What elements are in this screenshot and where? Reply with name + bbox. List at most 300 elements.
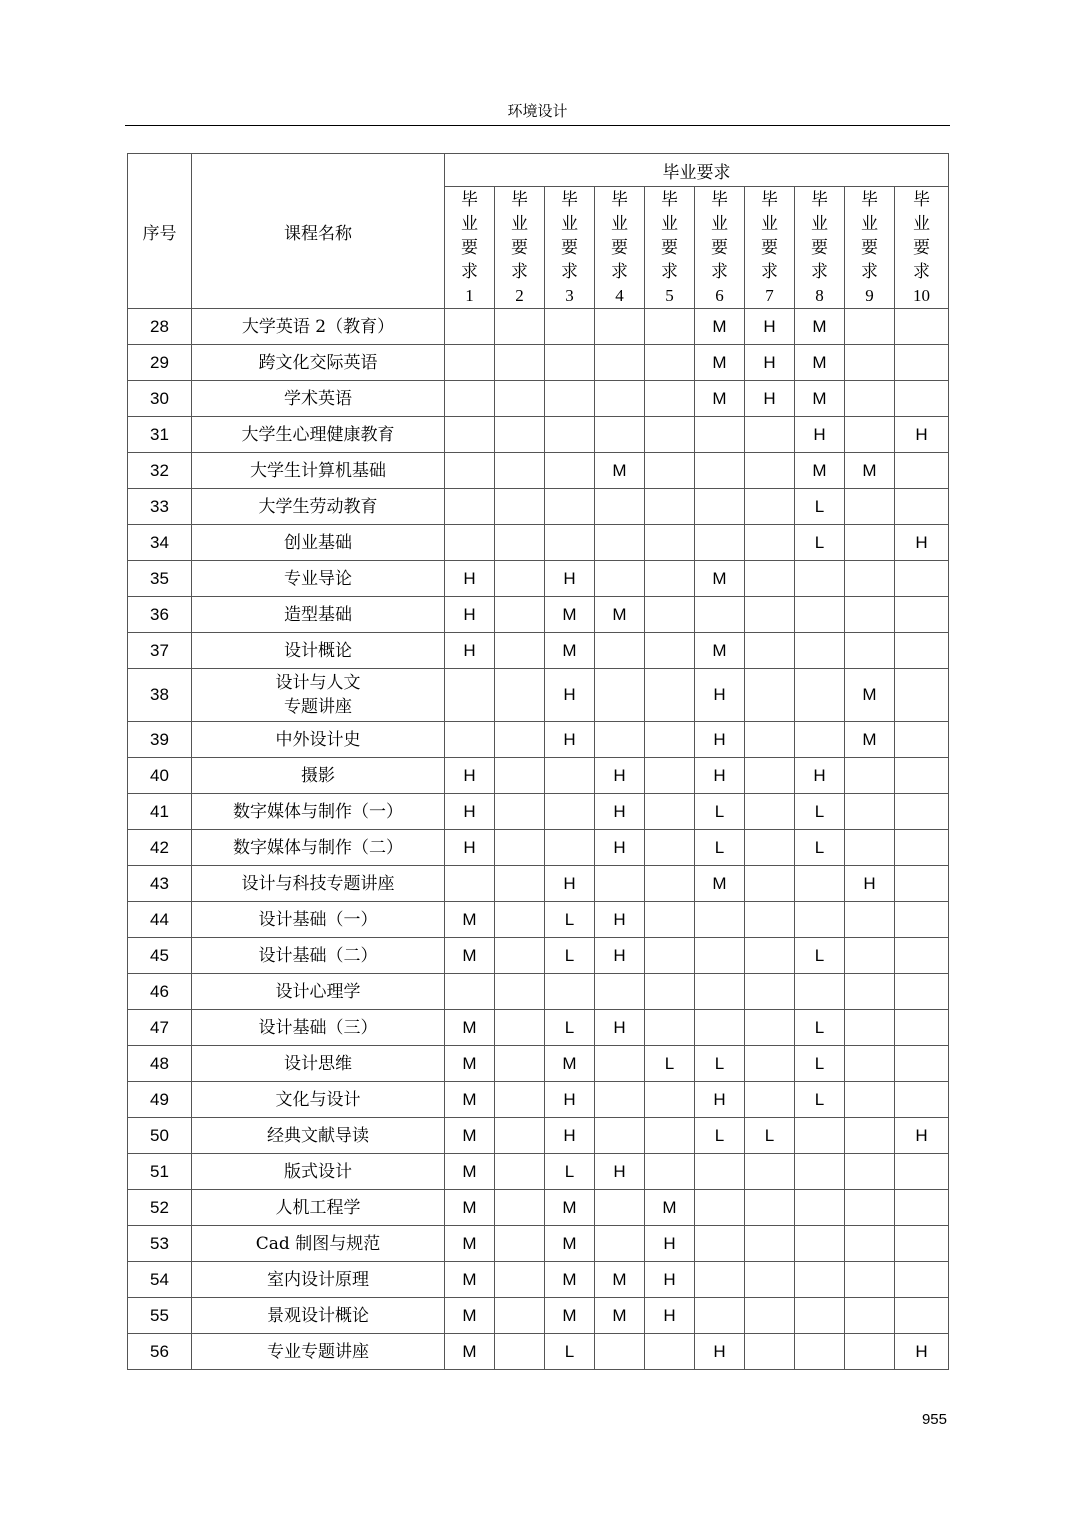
requirement-level-cell — [845, 381, 895, 417]
requirement-level-cell — [895, 1226, 949, 1262]
requirement-level-cell — [745, 1226, 795, 1262]
requirement-label-char: 业 — [913, 213, 931, 234]
column-header-requirement-1 — [445, 187, 495, 309]
requirement-label-char: 要 — [913, 237, 931, 258]
requirement-label-char: 求 — [761, 261, 778, 282]
course-name-cell — [192, 1046, 445, 1082]
requirement-level-cell — [545, 417, 595, 453]
requirement-level-cell — [845, 1226, 895, 1262]
requirement-level-cell: L — [545, 1010, 595, 1046]
requirement-level-cell — [845, 1082, 895, 1118]
requirement-level-cell: M — [445, 902, 495, 938]
requirement-level-cell — [895, 794, 949, 830]
requirement-level-cell: L — [795, 1082, 845, 1118]
requirement-level-cell — [645, 866, 695, 902]
requirement-level-cell — [795, 1334, 845, 1370]
requirement-level-cell: L — [545, 1154, 595, 1190]
row-seq-number: 47 — [128, 1010, 192, 1046]
requirement-level-cell — [495, 902, 545, 938]
table-row — [128, 1154, 949, 1190]
course-name-cell — [192, 758, 445, 794]
row-seq-number: 28 — [128, 309, 192, 345]
requirement-level-cell: M — [445, 1010, 495, 1046]
column-header-course-name: 课程名称 — [192, 154, 445, 309]
requirement-label-char: 要 — [711, 237, 728, 258]
requirement-level-cell — [695, 1010, 745, 1046]
requirement-level-cell — [695, 1226, 745, 1262]
requirement-level-cell: H — [595, 758, 645, 794]
requirement-level-cell: L — [795, 1046, 845, 1082]
table-row — [128, 489, 949, 525]
requirement-level-cell — [895, 1046, 949, 1082]
requirement-level-cell — [445, 345, 495, 381]
row-seq-number: 54 — [128, 1262, 192, 1298]
requirement-level-cell: L — [795, 1010, 845, 1046]
requirement-level-cell: M — [645, 1190, 695, 1226]
course-name-cell — [192, 489, 445, 525]
row-seq-number: 29 — [128, 345, 192, 381]
requirement-level-cell: M — [695, 381, 745, 417]
requirement-level-cell: M — [695, 866, 745, 902]
requirement-level-cell — [845, 1010, 895, 1046]
course-name-cell — [192, 722, 445, 758]
course-name: 学术英语 — [284, 388, 352, 409]
requirement-level-cell — [795, 1298, 845, 1334]
requirement-level-cell: H — [895, 417, 949, 453]
requirement-level-cell — [595, 309, 645, 345]
requirement-number: 2 — [515, 285, 524, 305]
requirement-level-cell: H — [795, 417, 845, 453]
requirement-level-cell — [745, 417, 795, 453]
requirement-level-cell — [845, 525, 895, 561]
requirement-label-char: 业 — [761, 213, 778, 234]
requirement-label-char: 毕 — [711, 189, 728, 210]
table-row — [128, 758, 949, 794]
table-row — [128, 525, 949, 561]
table-row — [128, 1118, 949, 1154]
course-name-cell — [192, 345, 445, 381]
requirement-level-cell: L — [695, 1046, 745, 1082]
course-name-cell — [192, 1118, 445, 1154]
requirement-label-char: 求 — [811, 261, 828, 282]
requirement-level-cell — [895, 453, 949, 489]
requirement-level-cell — [545, 794, 595, 830]
requirement-label-char: 业 — [711, 213, 728, 234]
requirement-level-cell: H — [445, 597, 495, 633]
requirement-level-cell: L — [795, 525, 845, 561]
requirement-level-cell — [495, 1226, 545, 1262]
requirement-level-cell — [495, 1010, 545, 1046]
course-name-cell — [192, 597, 445, 633]
requirement-level-cell — [795, 1190, 845, 1226]
requirement-level-cell — [545, 381, 595, 417]
requirement-label-char: 毕 — [461, 189, 478, 210]
course-name-line2: 专题讲座 — [284, 697, 352, 717]
row-seq-number: 43 — [128, 866, 192, 902]
course-name-cell — [192, 525, 445, 561]
row-seq-number: 50 — [128, 1118, 192, 1154]
course-name: 摄影 — [301, 765, 335, 786]
requirement-level-cell: H — [695, 1082, 745, 1118]
course-name: 设计与人文 — [275, 673, 361, 693]
requirement-level-cell — [495, 633, 545, 669]
course-name-cell — [192, 866, 445, 902]
requirement-level-cell — [895, 866, 949, 902]
course-name-cell — [192, 1334, 445, 1370]
requirement-label-char: 毕 — [761, 189, 778, 210]
requirement-level-cell — [495, 345, 545, 381]
course-name-cell — [192, 794, 445, 830]
column-header-requirement-6 — [695, 187, 745, 309]
requirement-label-char: 要 — [761, 237, 778, 258]
requirement-level-cell: H — [795, 758, 845, 794]
column-group-header-requirements: 毕业要求 — [445, 154, 949, 187]
requirement-level-cell: H — [445, 633, 495, 669]
course-name-cell — [192, 453, 445, 489]
requirement-level-cell: M — [845, 669, 895, 722]
requirement-level-cell: M — [545, 597, 595, 633]
requirement-level-cell — [895, 489, 949, 525]
row-seq-number: 31 — [128, 417, 192, 453]
requirement-level-cell — [695, 1298, 745, 1334]
course-name-cell — [192, 381, 445, 417]
requirement-level-cell: H — [895, 1334, 949, 1370]
requirement-level-cell: M — [695, 309, 745, 345]
requirement-number: 5 — [665, 285, 674, 305]
requirement-level-cell — [495, 1154, 545, 1190]
column-header-requirement-7 — [745, 187, 795, 309]
requirement-level-cell: M — [595, 453, 645, 489]
requirement-level-cell — [495, 561, 545, 597]
requirement-level-cell — [595, 381, 645, 417]
course-name-cell — [192, 633, 445, 669]
column-header-seq: 序号 — [128, 154, 192, 309]
course-name: 大学生劳动教育 — [258, 496, 378, 517]
requirement-level-cell — [895, 974, 949, 1010]
course-name: 专业导论 — [284, 568, 352, 589]
requirement-level-cell — [745, 902, 795, 938]
column-header-requirement-10 — [895, 187, 949, 309]
requirement-level-cell — [795, 633, 845, 669]
requirement-level-cell — [895, 381, 949, 417]
requirement-level-cell — [845, 1298, 895, 1334]
requirement-level-cell: M — [545, 1298, 595, 1334]
requirement-level-cell: H — [445, 794, 495, 830]
requirement-number: 10 — [913, 285, 931, 305]
course-name-cell — [192, 974, 445, 1010]
row-seq-number: 55 — [128, 1298, 192, 1334]
requirement-label-char: 求 — [561, 261, 578, 282]
row-seq-number: 32 — [128, 453, 192, 489]
row-seq-number: 48 — [128, 1046, 192, 1082]
requirement-level-cell — [545, 830, 595, 866]
requirement-level-cell — [645, 381, 695, 417]
requirement-level-cell — [445, 453, 495, 489]
requirement-label-char: 要 — [611, 237, 628, 258]
table-row — [128, 1190, 949, 1226]
course-name: 大学生计算机基础 — [250, 460, 386, 481]
requirement-level-cell — [745, 1298, 795, 1334]
requirement-level-cell — [795, 722, 845, 758]
course-name: 专业专题讲座 — [267, 1341, 369, 1362]
requirement-level-cell — [645, 938, 695, 974]
requirement-level-cell: M — [445, 1190, 495, 1226]
requirement-label-char: 毕 — [511, 189, 528, 210]
requirement-level-cell — [495, 722, 545, 758]
requirement-level-cell — [495, 669, 545, 722]
requirement-level-cell — [795, 1226, 845, 1262]
requirement-level-cell — [745, 1154, 795, 1190]
requirement-level-cell — [595, 1226, 645, 1262]
course-name: 大学英语 2（教育） — [241, 316, 395, 337]
requirement-level-cell — [595, 1190, 645, 1226]
requirement-level-cell: L — [795, 489, 845, 525]
requirement-level-cell — [645, 722, 695, 758]
requirement-level-cell — [595, 1046, 645, 1082]
requirement-level-cell: M — [795, 381, 845, 417]
requirement-level-cell: M — [445, 1298, 495, 1334]
table-row — [128, 974, 949, 1010]
requirement-level-cell: H — [595, 794, 645, 830]
requirement-label-char: 业 — [611, 213, 628, 234]
requirement-level-cell — [645, 1334, 695, 1370]
requirement-level-cell — [745, 938, 795, 974]
column-header-requirement-3 — [545, 187, 595, 309]
table-row — [128, 938, 949, 974]
requirement-level-cell: M — [795, 453, 845, 489]
requirement-label-char: 要 — [811, 237, 828, 258]
row-seq-number: 49 — [128, 1082, 192, 1118]
requirement-level-cell: H — [645, 1298, 695, 1334]
requirement-level-cell: H — [895, 1118, 949, 1154]
requirement-level-cell — [495, 525, 545, 561]
requirement-level-cell — [645, 453, 695, 489]
course-name: 设计基础（一） — [258, 909, 378, 930]
requirement-label-char: 毕 — [611, 189, 628, 210]
requirement-level-cell — [895, 938, 949, 974]
requirement-level-cell: L — [645, 1046, 695, 1082]
requirement-level-cell: M — [695, 345, 745, 381]
requirement-level-cell — [445, 525, 495, 561]
requirement-level-cell — [845, 417, 895, 453]
requirement-level-cell: M — [595, 1298, 645, 1334]
requirement-level-cell — [895, 597, 949, 633]
requirement-level-cell — [495, 1082, 545, 1118]
requirement-label-char: 业 — [861, 213, 878, 234]
requirement-level-cell — [745, 1262, 795, 1298]
course-name-cell — [192, 1298, 445, 1334]
row-seq-number: 56 — [128, 1334, 192, 1370]
requirement-label-char: 毕 — [661, 189, 678, 210]
requirement-level-cell: H — [695, 758, 745, 794]
course-name: 设计概论 — [284, 640, 352, 661]
requirement-level-cell: M — [545, 1046, 595, 1082]
requirement-number: 6 — [715, 285, 724, 305]
row-seq-number: 46 — [128, 974, 192, 1010]
requirement-level-cell — [645, 758, 695, 794]
requirement-level-cell — [845, 561, 895, 597]
requirement-level-cell — [795, 974, 845, 1010]
requirement-level-cell: M — [845, 453, 895, 489]
requirement-level-cell: H — [595, 830, 645, 866]
requirement-level-cell: H — [545, 722, 595, 758]
requirement-level-cell — [895, 309, 949, 345]
requirement-level-cell — [745, 489, 795, 525]
table-row — [128, 1298, 949, 1334]
table-row — [128, 453, 949, 489]
column-header-requirement-8 — [795, 187, 845, 309]
requirement-level-cell: H — [745, 309, 795, 345]
requirement-level-cell: H — [595, 938, 645, 974]
row-seq-number: 51 — [128, 1154, 192, 1190]
row-seq-number: 34 — [128, 525, 192, 561]
requirement-level-cell: M — [445, 1118, 495, 1154]
requirement-number: 9 — [865, 285, 874, 305]
requirement-level-cell — [845, 758, 895, 794]
course-name-cell — [192, 938, 445, 974]
requirement-level-cell: H — [695, 669, 745, 722]
requirement-level-cell: H — [745, 381, 795, 417]
requirement-level-cell — [795, 866, 845, 902]
requirement-level-cell — [845, 1190, 895, 1226]
requirement-level-cell — [645, 309, 695, 345]
requirement-level-cell — [645, 669, 695, 722]
requirement-level-cell — [845, 597, 895, 633]
requirement-level-cell — [695, 1262, 745, 1298]
requirement-level-cell: H — [595, 1010, 645, 1046]
page-number: 955 — [921, 1411, 947, 1428]
course-name: 大学生心理健康教育 — [241, 424, 395, 445]
requirement-level-cell — [645, 974, 695, 1010]
requirement-level-cell: M — [695, 561, 745, 597]
requirement-level-cell — [445, 309, 495, 345]
requirement-level-cell — [645, 1010, 695, 1046]
requirement-level-cell — [845, 1046, 895, 1082]
requirement-level-cell — [595, 1082, 645, 1118]
requirement-level-cell — [795, 597, 845, 633]
requirement-level-cell — [645, 345, 695, 381]
requirement-level-cell — [445, 866, 495, 902]
requirement-level-cell: M — [595, 597, 645, 633]
requirement-level-cell — [795, 1154, 845, 1190]
requirement-label-char: 求 — [461, 261, 478, 282]
table-row — [128, 381, 949, 417]
requirement-level-cell — [695, 1154, 745, 1190]
requirement-level-cell — [895, 561, 949, 597]
requirement-level-cell — [545, 758, 595, 794]
requirement-level-cell — [845, 1262, 895, 1298]
table-row — [128, 309, 949, 345]
requirement-label-char: 求 — [661, 261, 678, 282]
requirement-level-cell — [595, 633, 645, 669]
requirement-level-cell — [745, 561, 795, 597]
requirement-level-cell — [795, 902, 845, 938]
requirement-level-cell: M — [695, 633, 745, 669]
course-name: 文化与设计 — [275, 1089, 361, 1110]
requirement-label-char: 求 — [861, 261, 878, 282]
requirement-level-cell: H — [545, 669, 595, 722]
requirement-level-cell: H — [645, 1262, 695, 1298]
requirement-level-cell — [545, 345, 595, 381]
requirement-level-cell — [495, 758, 545, 794]
requirement-level-cell — [495, 938, 545, 974]
requirement-level-cell — [895, 830, 949, 866]
requirement-level-cell — [645, 1082, 695, 1118]
requirement-level-cell — [595, 866, 645, 902]
requirement-level-cell — [545, 489, 595, 525]
requirement-level-cell: M — [795, 309, 845, 345]
requirement-level-cell — [495, 866, 545, 902]
requirement-level-cell — [695, 417, 745, 453]
requirement-level-cell: M — [445, 1154, 495, 1190]
requirement-level-cell — [445, 669, 495, 722]
requirement-level-cell — [695, 489, 745, 525]
row-seq-number: 40 — [128, 758, 192, 794]
requirement-level-cell — [745, 1190, 795, 1226]
requirement-level-cell — [845, 830, 895, 866]
requirement-level-cell: M — [545, 633, 595, 669]
table-row — [128, 1046, 949, 1082]
requirement-level-cell — [795, 669, 845, 722]
requirement-level-cell — [695, 597, 745, 633]
requirement-level-cell — [595, 345, 645, 381]
requirement-level-cell: H — [545, 1082, 595, 1118]
requirement-level-cell: H — [445, 561, 495, 597]
row-seq-number: 37 — [128, 633, 192, 669]
requirement-level-cell: H — [695, 1334, 745, 1370]
requirement-level-cell — [845, 974, 895, 1010]
table-row — [128, 633, 949, 669]
requirement-level-cell — [845, 794, 895, 830]
table-row — [128, 1010, 949, 1046]
course-name-cell — [192, 902, 445, 938]
requirement-level-cell — [795, 561, 845, 597]
requirement-level-cell: M — [545, 1226, 595, 1262]
requirement-level-cell — [895, 902, 949, 938]
requirement-level-cell — [795, 1118, 845, 1154]
requirement-level-cell — [745, 1046, 795, 1082]
course-name: 设计与科技专题讲座 — [241, 873, 395, 894]
course-name: Cad 制图与规范 — [255, 1233, 381, 1254]
requirement-label-char: 业 — [661, 213, 678, 234]
requirement-level-cell — [745, 669, 795, 722]
requirement-level-cell — [895, 633, 949, 669]
requirement-label-char: 要 — [561, 237, 578, 258]
course-name-cell — [192, 669, 445, 722]
course-name: 数字媒体与制作（一） — [233, 801, 403, 822]
requirement-label-char: 业 — [511, 213, 528, 234]
course-name-cell — [192, 417, 445, 453]
requirement-level-cell: L — [545, 902, 595, 938]
requirement-level-cell — [895, 1154, 949, 1190]
requirement-level-cell — [695, 902, 745, 938]
table-row — [128, 902, 949, 938]
requirement-level-cell — [495, 453, 545, 489]
requirement-level-cell: L — [695, 830, 745, 866]
requirement-level-cell — [795, 1262, 845, 1298]
requirement-level-cell — [595, 974, 645, 1010]
requirement-level-cell — [845, 1334, 895, 1370]
row-seq-number: 44 — [128, 902, 192, 938]
requirement-level-cell — [745, 722, 795, 758]
table-row — [128, 1226, 949, 1262]
requirement-level-cell — [545, 974, 595, 1010]
requirement-level-cell — [595, 561, 645, 597]
requirement-level-cell — [745, 453, 795, 489]
requirement-level-cell — [595, 525, 645, 561]
requirement-level-cell: M — [595, 1262, 645, 1298]
requirement-level-cell: M — [845, 722, 895, 758]
